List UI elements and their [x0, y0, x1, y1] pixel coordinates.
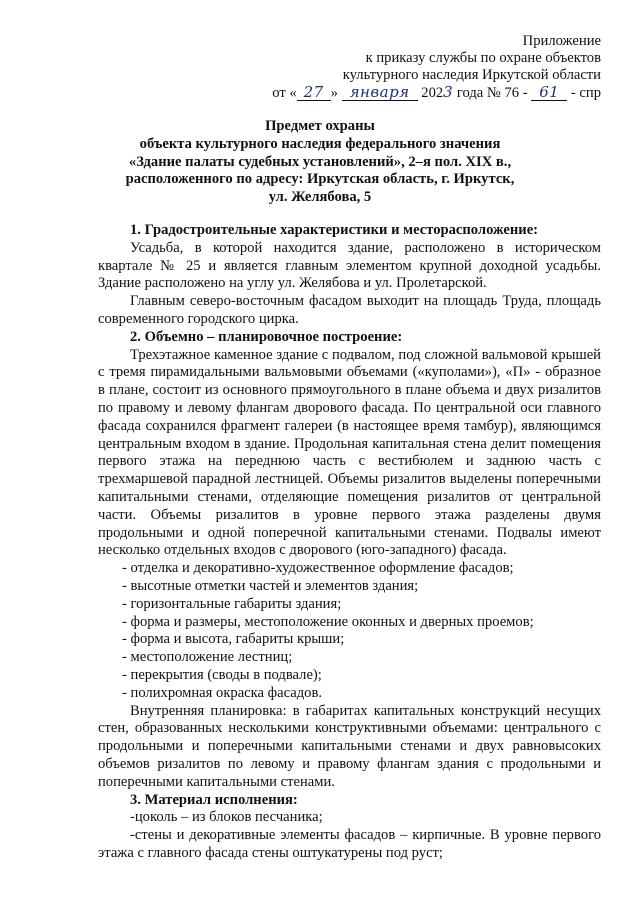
handwritten-year-digit: 3: [443, 83, 454, 101]
document-body: [98, 222, 601, 863]
section-3-item-1: -цоколь – из блоков песчаника;: [130, 809, 323, 826]
list-item: - перекрытия (своды в подвале);: [122, 667, 601, 685]
section-3-item-2: -стены и декоративные элементы фасадов – кирпичные. В уровне первого этажа с главного фасада стены оштукатурены под руст;: [98, 827, 601, 861]
list-item: - полихромная окраска фасадов.: [122, 685, 601, 703]
section-1-paragraph-1: Усадьба, в которой находится здание, расположено в историческом квартале № 25 и является главным элементом крупной доходной усадьбы. Здание расположено на углу ул. Желябова и ул. Пролетарской.: [98, 239, 601, 292]
appendix-label: Приложение: [522, 33, 601, 49]
handwritten-day: 27: [297, 85, 331, 101]
year-printed: 202: [421, 85, 444, 101]
list-item: - отделка и декоративно-художественное оформление фасадов;: [122, 560, 601, 578]
list-item: - высотные отметки частей и элементов здания;: [122, 578, 601, 596]
section-2-heading: 2. Объемно – планировочное построение:: [130, 328, 403, 345]
order-number-text: года № 76 -: [456, 85, 528, 101]
title-line-3: «Здание палаты судебных установлений», 2–я пол. XIX в.,: [128, 153, 512, 170]
section-2-paragraph-2: Внутренняя планировка: в габаритах капитальных конструкций несущих стен, образованных несколькими конструктивными объемами: центрального с продольными и поперечными капитальными стенами и двух равновысоких объемов ризалитов по левому и правому флангам здания с продольными и поперечными капитальными стенами.: [98, 702, 601, 790]
list-item: - форма и высота, габариты крыши;: [122, 631, 601, 649]
handwritten-month: января: [342, 85, 418, 101]
handwritten-order-number: 61: [531, 85, 567, 101]
list-item: - горизонтальные габариты здания;: [122, 596, 601, 614]
title-line-4: расположенного по адресу: Иркутская область, г. Иркутск,: [125, 171, 515, 188]
order-reference-line2: культурного наследия Иркутской области: [342, 67, 601, 83]
order-date-line: от « 27 » января 2023 года № 76 - 61 - спр: [272, 83, 601, 101]
document-title: [40, 118, 600, 207]
list-item: - форма и размеры, местоположение оконных и дверных проемов;: [122, 614, 601, 632]
section-2-paragraph-1: Трехэтажное каменное здание с подвалом, под сложной вальмовой крышей с тремя пирамидальными вальмовыми объемами («куполами»), «П» - образное в плане, состоит из основного прямоугольного в плане объема и двух ризалитов по правому и левому флангам дворового фасада. По центральной оси главного фасада сохранился фрагмент галереи (в настоящее время тамбур), являющимся центральным входом в здание. Продольная капитальная стена делит помещения первого этажа на переднюю часть с вестибюлем и заднюю часть с трехмаршевой парадной лестницей. Объемы ризалитов выделены поперечными капитальными стенами, отделяющие помещения ризалитов от центральной части. Объемы ризалитов в уровне первого этажа разделены двумя продольными и одной поперечной капитальными стенами. Подвалы имеют несколько отдельных входов с дворового (юго-западного) фасада.: [98, 346, 601, 559]
title-line-5: ул. Желябова, 5: [268, 189, 372, 206]
date-prefix: от «: [272, 85, 297, 101]
order-number-suffix: - спр: [570, 85, 601, 101]
title-line-2: объекта культурного наследия федерального значения: [139, 135, 501, 152]
section-1-heading: 1. Градостроительные характеристики и месторасположение:: [130, 222, 539, 238]
section-1-paragraph-2: Главным северо-восточным фасадом выходит на площадь Труда, площадь современного городского цирка.: [98, 293, 601, 327]
list-item: - местоположение лестниц;: [122, 649, 601, 667]
title-line-1: Предмет охраны: [265, 118, 375, 134]
protected-features-list: [98, 560, 601, 702]
section-3-heading: 3. Материал исполнения:: [130, 791, 298, 808]
order-reference-line1: к приказу службы по охране объектов: [365, 50, 601, 66]
